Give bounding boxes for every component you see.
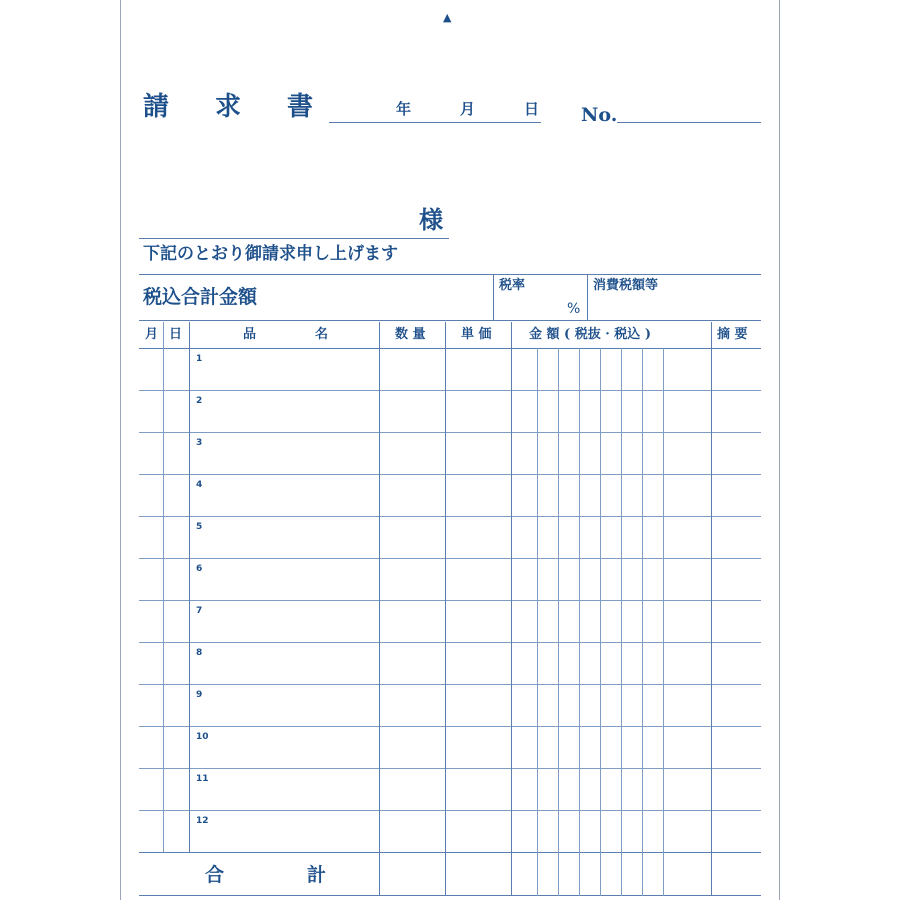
row-line (139, 600, 761, 601)
number-underline (617, 122, 761, 123)
row-number: 6 (196, 564, 203, 574)
summary-top-line (139, 274, 761, 275)
row-line (139, 516, 761, 517)
amount-digit-line (537, 348, 538, 896)
column-line-day-item (189, 322, 190, 852)
consumption-tax-label: 消費税額等 (593, 278, 659, 293)
total-label-char-1: 合 (205, 864, 225, 886)
row-number: 1 (196, 354, 203, 364)
amount-digit-line (642, 348, 643, 896)
row-line (139, 390, 761, 391)
amount-digit-line (663, 348, 664, 896)
row-number: 10 (196, 732, 209, 742)
date-day-label: 日 (524, 100, 540, 118)
invoice-form (120, 0, 780, 900)
row-number: 5 (196, 522, 203, 532)
amount-digit-line (558, 348, 559, 896)
recipient-underline (139, 238, 449, 239)
header-month: 月 (145, 327, 159, 342)
row-number: 2 (196, 396, 203, 406)
total-label-char-2: 計 (307, 864, 327, 886)
header-remarks: 摘 要 (717, 327, 748, 342)
title-char-2: 求 (215, 92, 242, 122)
header-item-char-1: 品 (243, 327, 257, 342)
title-char-3: 書 (287, 92, 314, 122)
row-number: 8 (196, 648, 203, 658)
title-char-1: 請 (143, 92, 170, 122)
row-line (139, 558, 761, 559)
header-bottom-line (139, 348, 761, 349)
tax-rate-label: 税率 (499, 278, 526, 293)
honorific-sama: 様 (419, 205, 443, 234)
line-items-table (139, 322, 761, 898)
top-triangle-marker: ▲ (443, 11, 452, 24)
total-row-top-line (139, 852, 761, 853)
header-day: 日 (169, 327, 183, 342)
total-including-tax-label: 税込合計金額 (143, 286, 258, 308)
row-number: 3 (196, 438, 203, 448)
amount-digit-line (579, 348, 580, 896)
date-year-label: 年 (396, 100, 412, 118)
header-item-char-2: 名 (315, 327, 329, 342)
amount-digit-line (600, 348, 601, 896)
row-line (139, 768, 761, 769)
date-month-label: 月 (460, 100, 476, 118)
header-unit-price: 単 価 (461, 327, 492, 342)
row-number: 12 (196, 816, 209, 826)
date-underline (329, 122, 541, 123)
row-line (139, 474, 761, 475)
column-line-amount-remarks (711, 322, 712, 896)
percent-sign: % (567, 301, 581, 317)
header-quantity: 数 量 (395, 327, 426, 342)
row-line (139, 726, 761, 727)
summary-divider-1 (493, 274, 494, 320)
column-line-month-day (163, 322, 164, 852)
row-number: 9 (196, 690, 203, 700)
row-number: 11 (196, 774, 209, 784)
amount-digit-line (621, 348, 622, 896)
row-number: 7 (196, 606, 203, 616)
row-line (139, 642, 761, 643)
column-line-item-qty (379, 322, 380, 896)
header-amount: 金 額 ( 税抜 · 税込 ) (529, 327, 651, 342)
summary-bottom-line (139, 320, 761, 321)
row-number: 4 (196, 480, 203, 490)
summary-divider-2 (587, 274, 588, 320)
number-label: No. (581, 104, 618, 126)
row-line (139, 810, 761, 811)
row-line (139, 432, 761, 433)
row-line (139, 684, 761, 685)
table-bottom-line (139, 895, 761, 896)
column-line-price-amount (511, 322, 512, 896)
column-line-qty-price (445, 322, 446, 896)
request-notice: 下記のとおり御請求申し上げます (143, 244, 398, 264)
